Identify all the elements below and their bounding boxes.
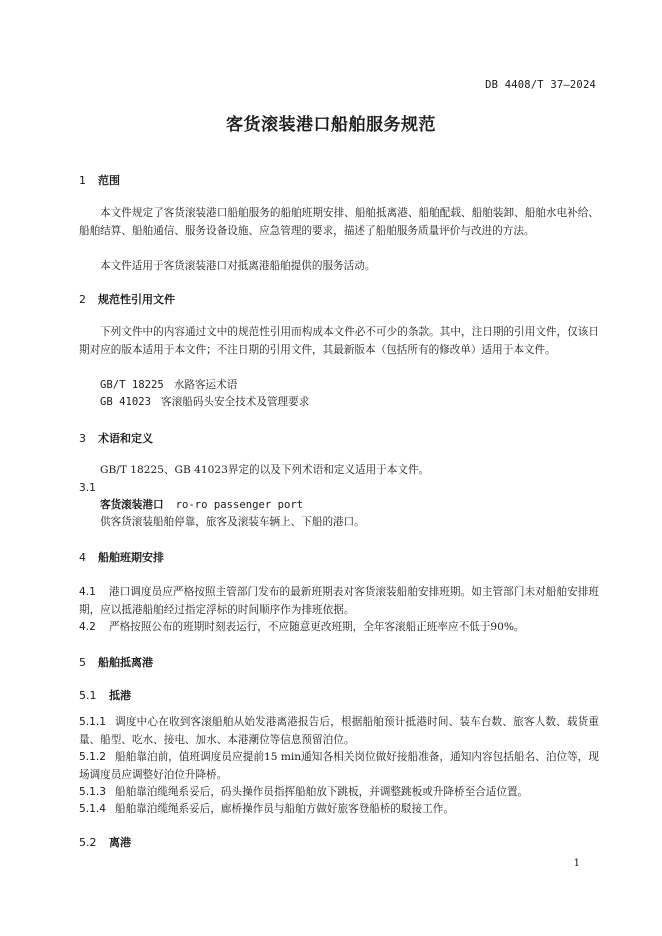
section-number: 2 bbox=[79, 293, 86, 306]
section-title: 术语和定义 bbox=[98, 432, 153, 445]
reference-name: 客滚船码头安全技术及管理要求 bbox=[161, 396, 310, 408]
subsection-number: 5.2 bbox=[79, 836, 97, 849]
clause-text: 严格按照公布的班期时刻表运行，不应随意更改班期，全年客滚船正班率应不低于90%。 bbox=[109, 621, 525, 633]
clause-number: 5.1.3 bbox=[79, 786, 106, 798]
section-2-paragraph-1: 下列文件中的内容通过文中的规范性引用而构成本文件必不可少的条款。其中，注日期的引用文件，仅该日期对应的版本适用于本文件；不注日期的引用文件，其最新版本（包括所有的修改单）适用于本文件。 bbox=[79, 326, 599, 356]
clause-number: 4.2 bbox=[79, 621, 96, 633]
section-1-heading bbox=[79, 172, 120, 188]
section-2-heading bbox=[79, 291, 175, 307]
section-1-paragraph-1: 本文件规定了客货滚装港口船舶服务的船舶班期安排、船舶抵离港、船舶配载、船舶装卸、船舶水电补给、船舶结算、船舶通信、服务设备设施、应急管理的要求，描述了船舶服务质量评价与改进的方法。 bbox=[79, 207, 599, 237]
term-name-en: ro-ro passenger port bbox=[175, 499, 304, 511]
document-id: DB 4408/T 37—2024 bbox=[485, 79, 596, 91]
term-number: 3.1 bbox=[79, 482, 96, 494]
section-3-heading bbox=[79, 430, 153, 446]
subsection-title: 离港 bbox=[109, 836, 131, 849]
clause-text: 船舶靠泊前，值班调度员应提前15 min通知各相关岗位做好接船准备，通知内容包括船名、泊位等，现场调度员应调整好泊位升降桥。 bbox=[79, 751, 599, 781]
subsection-5-2-heading bbox=[79, 834, 131, 850]
section-3-paragraph-1: GB/T 18225、GB 41023界定的以及下列术语和定义适用于本文件。 bbox=[100, 464, 430, 476]
section-title: 范围 bbox=[98, 174, 120, 187]
reference-item bbox=[100, 394, 309, 411]
clause-text: 调度中心在收到客滚船舶从始发港离港报告后，根据船舶预计抵港时间、装车台数、旅客人数、载货重量、船型、吃水、接电、加水、本港潮位等信息预留泊位。 bbox=[79, 716, 599, 746]
clause-4-2 bbox=[79, 619, 599, 637]
section-1-paragraph-2: 本文件适用于客货滚装港口对抵离港船舶提供的服务活动。 bbox=[100, 260, 376, 272]
page-number: 1 bbox=[573, 858, 580, 869]
section-number: 5 bbox=[79, 656, 86, 669]
clause-number: 5.1.2 bbox=[79, 751, 106, 763]
subsection-title: 抵港 bbox=[109, 689, 131, 702]
reference-code: GB/T 18225 bbox=[100, 379, 164, 391]
clause-text: 船舶靠泊缆绳系妥后，码头操作员指挥船舶放下跳板，并调整跳板或升降桥至合适位置。 bbox=[115, 786, 529, 798]
section-4-heading bbox=[79, 549, 164, 565]
section-title: 船舶班期安排 bbox=[98, 551, 164, 564]
section-title: 船舶抵离港 bbox=[98, 656, 153, 669]
document-title: 客货滚装港口船舶服务规范 bbox=[226, 115, 436, 135]
subsection-number: 5.1 bbox=[79, 689, 97, 702]
clause-text: 港口调度员应严格按照主管部门发布的最新班期表对客货滚装船舶安排班期。如主管部门未对船舶安排班期，应以抵港船舶经过指定浮标的时间顺序作为排班依据。 bbox=[79, 586, 599, 616]
clause-5-1-3 bbox=[79, 784, 599, 802]
term-name-cn: 客货滚装港口 bbox=[100, 499, 164, 511]
clause-number: 5.1.4 bbox=[79, 803, 106, 815]
clause-number: 4.1 bbox=[79, 586, 96, 598]
clause-4-1 bbox=[79, 584, 599, 619]
section-title: 规范性引用文件 bbox=[98, 293, 175, 306]
clause-text: 船舶靠泊缆绳系妥后，廊桥操作员与船舶方做好旅客登船桥的駁接工作。 bbox=[115, 803, 454, 815]
clause-5-1-4 bbox=[79, 801, 599, 819]
term-heading bbox=[100, 497, 303, 514]
term-definition: 供客货滚装船舶停靠，旅客及滚装车辆上、下船的港口。 bbox=[100, 516, 365, 528]
subsection-5-1-heading bbox=[79, 687, 131, 703]
section-5-heading bbox=[79, 654, 153, 670]
reference-code: GB 41023 bbox=[100, 396, 152, 408]
reference-item bbox=[100, 377, 237, 394]
section-number: 4 bbox=[79, 551, 86, 564]
reference-name: 水路客运术语 bbox=[173, 379, 238, 391]
clause-5-1-2 bbox=[79, 749, 599, 784]
section-number: 1 bbox=[79, 174, 86, 187]
clause-5-1-1 bbox=[79, 714, 599, 749]
section-number: 3 bbox=[79, 432, 86, 445]
clause-number: 5.1.1 bbox=[79, 716, 106, 728]
